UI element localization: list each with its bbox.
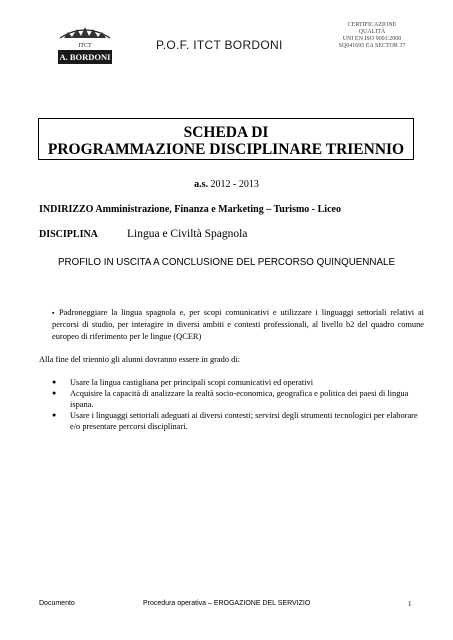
school-year-label: a.s. [194, 179, 209, 190]
document-title-line1: SCHEDA DI [183, 124, 269, 141]
cert-line: CERTIFICAZIONE [347, 22, 397, 28]
school-logo [50, 24, 120, 66]
goal-text: Usare i linguaggi settoriali adeguati ai diversi contesti; servirsi degli strumenti tecnologici per elaborare e/o presentare percorsi disciplinari. [70, 411, 418, 431]
logo-top-text: ITCT [78, 43, 92, 49]
list-item [52, 388, 424, 410]
bullet-icon: ● [52, 411, 57, 419]
disciplina-label: DISCIPLINA [39, 229, 98, 240]
list-item [52, 410, 424, 432]
footer-document-label: Documento [39, 600, 75, 607]
goal-text: Acquisire la capacità di analizzare la realtà socio-economica, geografica e politica dei paesi di lingua ispana. [70, 389, 409, 409]
bullet-icon: ● [52, 389, 57, 397]
intro-text: Alla fine del triennio gli alunni dovranno essere in grado di: [39, 355, 240, 364]
skills-paragraph [52, 307, 424, 343]
bullet-icon: ● [52, 378, 57, 386]
goals-list [52, 377, 424, 432]
skills-text: Padroneggiare la lingua spagnola e, per scopi comunicativi e utilizzare i linguaggi settoriali relativi ai percorsi di studio, per interagire in diversi ambiti e contesti professionali, al livello b2 del quadro comune europeo di riferimento per le lingue (QCER) [52, 308, 424, 341]
school-year [0, 179, 453, 190]
footer-procedure: Procedura operativa – EROGAZIONE DEL SERVIZIO [143, 600, 311, 607]
header-title: P.O.F. ITCT BORDONI [156, 38, 283, 52]
cert-line: SQ041695 EA SECTOR 37 [338, 43, 406, 49]
indirizzo-line: INDIRIZZO Amministrazione, Finanza e Marketing – Turismo - Liceo [39, 204, 341, 215]
profilo-heading: PROFILO IN USCITA A CONCLUSIONE DEL PERCORSO QUINQUENNALE [58, 257, 395, 268]
page-number: 1 [408, 600, 412, 608]
logo-name-text: A. BORDONI [59, 52, 111, 62]
disciplina-value: Lingua e Civiltà Spagnola [127, 228, 248, 240]
goal-text: Usare la lingua castigliana per principali scopi comunicativi ed operativi [70, 378, 314, 387]
cert-line: QUALITÀ [358, 29, 386, 35]
school-year-value: 2012 - 2013 [210, 179, 259, 190]
certification-block [318, 22, 426, 50]
list-item [52, 377, 424, 388]
document-title-box [38, 118, 414, 160]
square-bullet-icon: ▪ [52, 309, 55, 317]
document-title-line2: PROGRAMMAZIONE DISCIPLINARE TRIENNIO [47, 141, 405, 158]
cert-line: UNI EN ISO 9001:2000 [342, 36, 402, 42]
